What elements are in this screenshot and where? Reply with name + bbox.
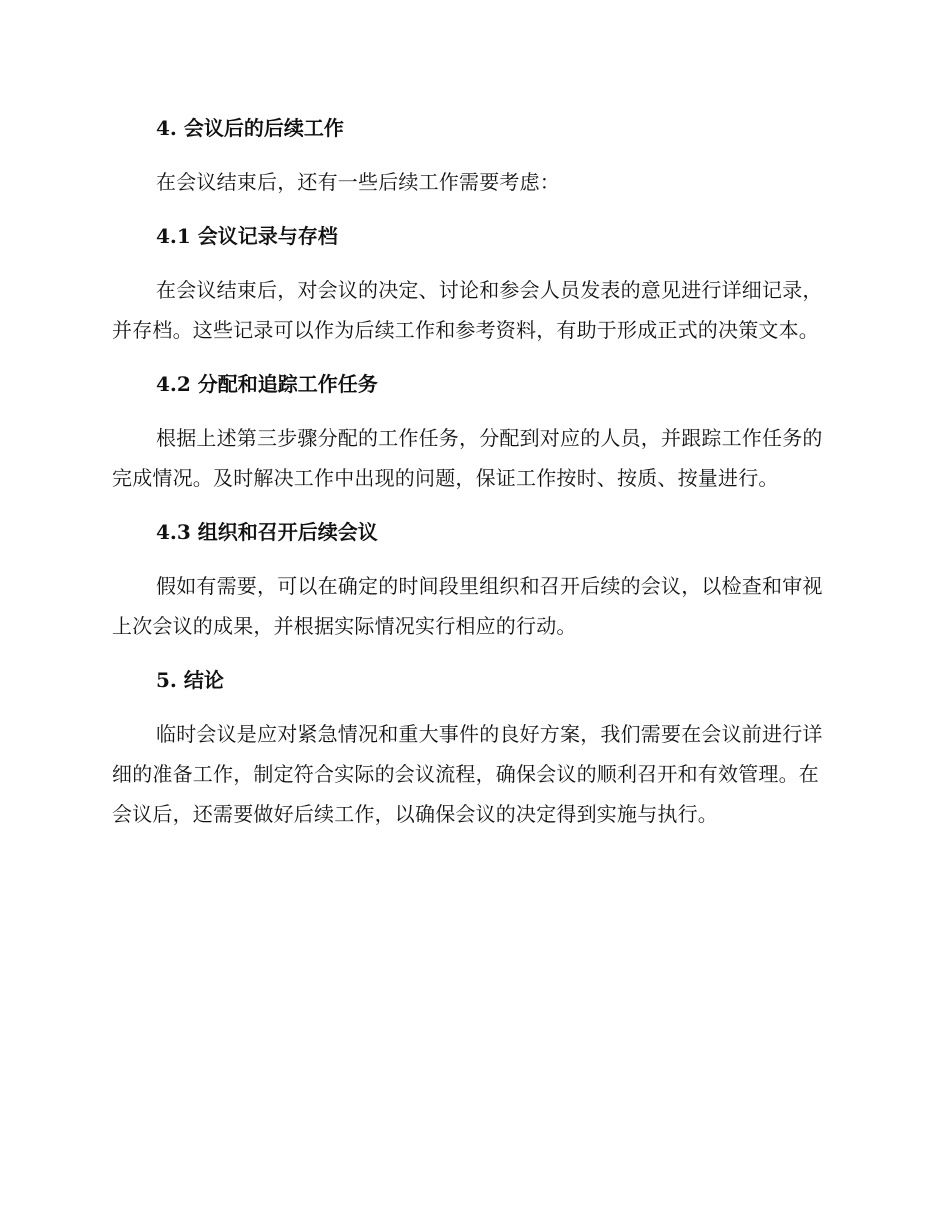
- section-4-2-paragraph: 根据上述第三步骤分配的工作任务，分配到对应的人员，并跟踪工作任务的完成情况。及时解决工作中出现的问题，保证工作按时、按质、按量进行。: [112, 426, 823, 490]
- section-4-intro-paragraph: 在会议结束后，还有一些后续工作需要考虑：: [156, 170, 560, 194]
- document-body: [112, 108, 834, 848]
- section-4-3-paragraph: 假如有需要，可以在确定的时间段里组织和召开后续的会议，以检查和审视上次会议的成果，并根据实际情况实行相应的行动。: [112, 574, 823, 638]
- section-heading-4-3: 4.3 组织和召开后续会议: [156, 520, 378, 544]
- section-heading-4: 4. 会议后的后续工作: [156, 116, 344, 140]
- conclusion-paragraph: 临时会议是应对紧急情况和重大事件的良好方案，我们需要在会议前进行详细的准备工作，制定符合实际的会议流程，确保会议的顺利召开和有效管理。在会议后，还需要做好后续工作，以确保会议的决定得到实施与执行。: [112, 722, 823, 826]
- section-heading-4-2: 4.2 分配和追踪工作任务: [156, 372, 378, 396]
- section-heading-5: 5. 结论: [156, 668, 224, 692]
- section-heading-4-1: 4.1 会议记录与存档: [156, 224, 338, 248]
- section-4-1-paragraph: 在会议结束后，对会议的决定、讨论和参会人员发表的意见进行详细记录，并存档。这些记录可以作为后续工作和参考资料，有助于形成正式的决策文本。: [112, 278, 823, 342]
